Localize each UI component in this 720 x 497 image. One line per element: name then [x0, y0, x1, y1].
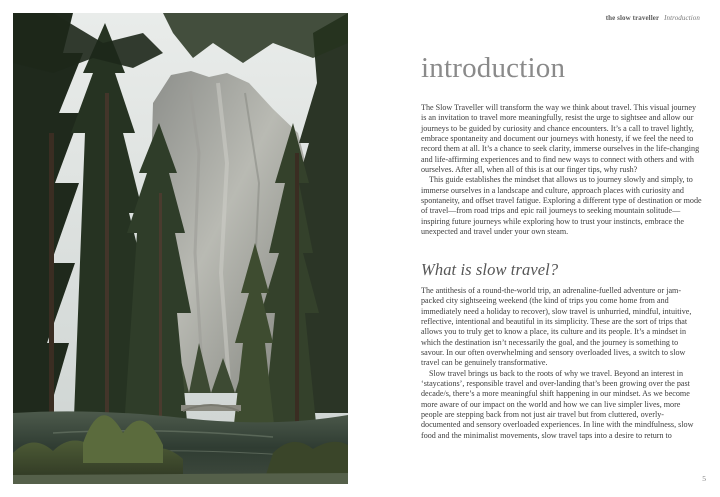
- forest-river-photo: [13, 13, 348, 484]
- page-number: 5: [702, 474, 706, 483]
- running-head: [606, 14, 700, 22]
- intro-paragraph: The Slow Traveller will transform the way we think about travel. This visual journey is an invitation to travel more meaningfully, resist the urge to sightsee and allow our journeys to be guided by curiosity and chance encounters. It’s a call to travel lightly, embrace spontaneity and document our journeys with honesty, if we feel the need to record them at all. It’s a chance to seek clarity, immerse ourselves in the life-changing and life-affirming experiences and to find new ways to connect with others and with ourselves. After all, when all of this is at our finger tips, why rush?: [421, 103, 700, 175]
- running-head-section: Introduction: [664, 14, 700, 22]
- slow-travel-paragraph: The antithesis of a round-the-world trip, an adrenaline-fuelled adventure or jam-packed city sightseeing weekend (the kind of trips you come home from and immediately need a holiday to recover), slow travel is unhurried, mindful, intuitive, reflective, intentional and beautiful in its simplicity. These are the sort of trips that allows you to truly get to know a place, its culture and its people. It’s a mindset in which the destination isn’t necessarily the goal, and the journey is something to savour. In our often overwhelming and sensory overloaded lives, a switch to slow travel can be genuinely transformative.: [421, 286, 692, 368]
- intro-body: [421, 103, 703, 237]
- forest-scene-illustration: [13, 13, 348, 484]
- slow-travel-paragraph: Slow travel brings us back to the roots of why we travel. Beyond an interest in ‘staycations’, responsible travel and over-landing that’s been growing over the past decade/s, there’s a more meaningful shift happening in our mindset. As we become more aware of our impact on the world and how we can live simpler lives, more people are stepping back from not just air travel but from cluttered, overly-documented and sensory overloaded experiences. In line with the mindfulness, slow food and the minimalist movements, slow travel taps into a desire to return to: [421, 368, 694, 440]
- running-head-book-title: the slow traveller: [605, 14, 660, 22]
- page-title: introduction: [421, 52, 566, 84]
- slow-travel-body: [421, 286, 703, 441]
- intro-paragraph: This guide establishes the mindset that allows us to journey slowly and simply, to immerse ourselves in a landscape and culture, approach places with curiosity and spontaneity, and offset travel fatigue. Exploring a different type of destination or mode of travel—from road trips and epic rail journeys to seeking mountain solitude—inspiring future journeys while exploring how to trust your instincts, embrace the unexpected and travel under your own steam.: [421, 175, 702, 237]
- section-heading: What is slow travel?: [421, 260, 559, 279]
